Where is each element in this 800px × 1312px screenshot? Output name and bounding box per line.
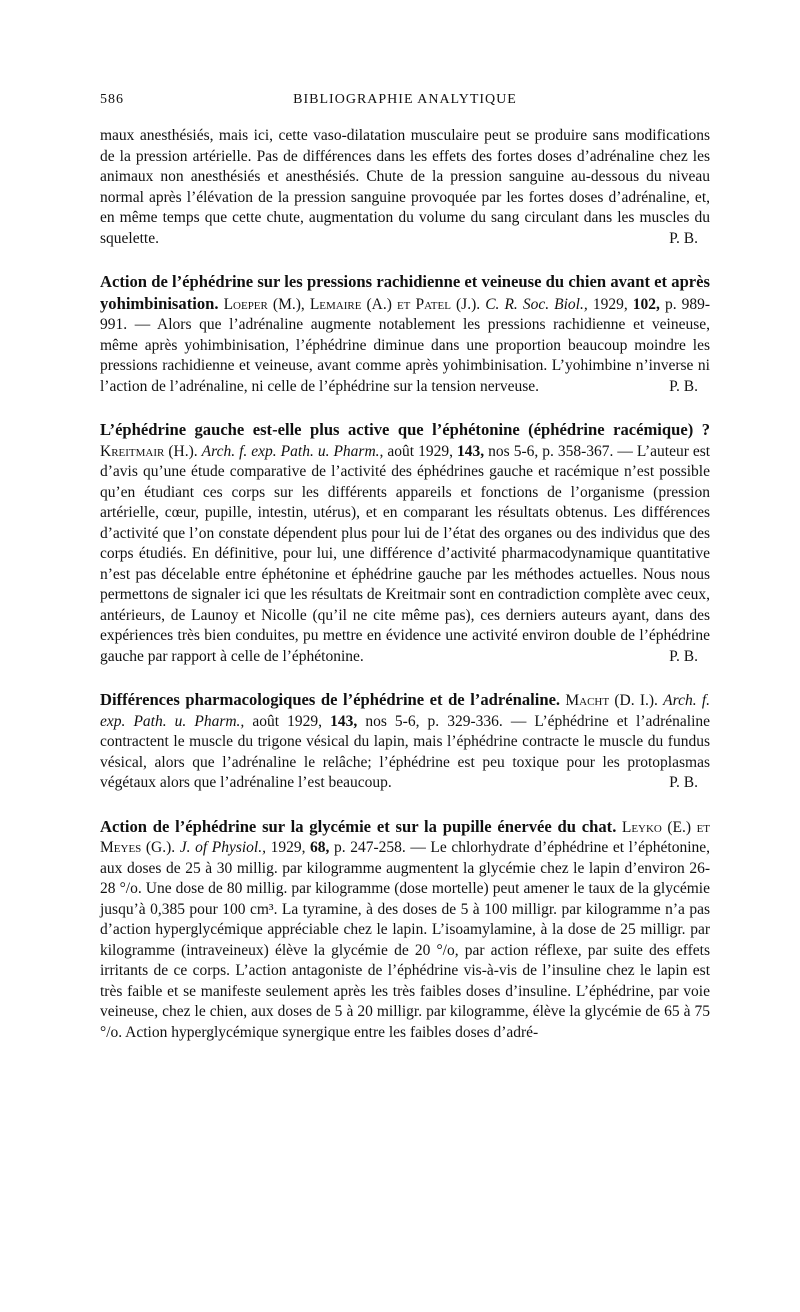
signature: P. B. <box>669 647 698 665</box>
running-head <box>100 92 710 112</box>
bibliography-entry <box>100 272 710 397</box>
entry-body: — L’éphédrine et l’adrénaline contractent le muscle du trigone vésical du lapin, mais l’éphédrine contracte le muscle du fundus vésical, alors que l’adrénaline le relâche; l’éphédrine est peu toxique pour les protoplasmas végétaux alors que l’adrénaline l’est beaucoup. <box>100 712 711 791</box>
entry-year: août 1929, <box>252 712 323 730</box>
entry-journal: C. R. Soc. Biol., <box>485 295 588 313</box>
entry-journal: Arch. f. exp. Path. u. Pharm., <box>201 442 384 460</box>
entry-volume: 68, <box>310 839 330 856</box>
entry-paragraph <box>100 420 710 667</box>
entry-body: — Le chlorhydrate d’éphédrine et l’éphétonine, aux doses de 25 à 30 millig. par kilogramme augmentent la glycémie chez le lapin d’environ 26-28 °/o. Une dose de 80 millig. par kilogramme (dose mortelle) peut amener le taux de la glycémie jusqu’à 0,385 pour 100 cm³. La tyramine, à des doses de 5 à 100 milligr. par kilogramme n’a pas d’action hyperglycémique appréciable chez le lapin. L’isoamylamine, à la dose de 25 milligr. par kilogramme (intraveineux) élève la glycémie de 20 °/o, par action réflexe, par suite des effets irritants de ce corps. L’action antagoniste de l’éphédrine vis-à-vis de l’insuline chez le lapin est très faible et se manifeste seulement après les très faibles doses d’insuline. L’éphédrine, par voie veineuse, chez le chien, aux doses de 5 à 20 milligr. par kilogramme, élève la glycémie de 65 à 75 °/o. Action hyperglycémique synergique entre les faibles doses d’adré- <box>100 839 711 1041</box>
bibliography-entry <box>100 690 710 794</box>
entry-title: Action de l’éphédrine sur les pressions rachidienne et veineuse du chien avant et après yohimbinisation. <box>100 272 710 313</box>
entry-year: août 1929, <box>387 442 453 460</box>
entry-journal: J. of Physiol., <box>179 839 266 856</box>
entry-title: L’éphédrine gauche est-elle plus active que l’éphétonine (éphédrine racémique) ? <box>100 420 710 439</box>
entry-authors: Kreitmair (H.). <box>100 442 198 460</box>
signature: P. B. <box>669 774 698 791</box>
entry-body: — L’auteur est d’avis qu’une étude comparative de l’activité des éphédrines gauche et racémique n’est possible qu’en étudiant ces corps sur les différents appareils et fonctions de l’organisme (pression artérielle, cœur, pupille, intestin, utérus), et en comparant les résultats obtenus. Les différences d’activité que l’on constate dépendent plus pour lui de l’état des organes ou des individus que des corps étudiés. En définitive, pour lui, une différence d’activité pharmacodynamique quantitative n’est pas décelable entre éphétonine et éphédrine gauche par les méthodes actuelles. Nous nous permettons de signaler ici que les résultats de Kreitmair sont en contradiction complète avec ceux, antérieurs, de Launoy et Nicolle (qu’il ne cite même pas), ces derniers auteurs ayant, dans des expériences très bien conduites, pu mettre en évidence une activité environ double de l’éphédrine gauche par rapport à celle de l’éphétonine. <box>100 442 711 665</box>
entry-authors: Macht (D. I.). <box>565 692 658 709</box>
signature: P. B. <box>669 229 698 247</box>
entry-paragraph <box>100 690 710 794</box>
bibliography-entry <box>100 817 710 1044</box>
entry-pages: p. 989-991. <box>100 295 711 333</box>
entry-paragraph <box>100 272 710 397</box>
entry-pages: nos 5-6, p. 329-336. <box>365 712 503 730</box>
entry-authors: Leyko (E.) et Meyes (G.). <box>100 818 711 856</box>
page-body <box>100 126 710 1066</box>
entry-volume: 143, <box>330 712 358 730</box>
entry-title: Différences pharmacologiques de l’éphédrine et de l’adrénaline. <box>100 690 561 709</box>
entry-journal: Arch. f. exp. Path. u. Pharm., <box>100 692 711 730</box>
page-number: 586 <box>100 92 124 107</box>
entry-pages: nos 5-6, p. 358-367. <box>488 442 614 460</box>
entry-authors: Loeper (M.), Lemaire (A.) et Patel (J.). <box>223 295 481 313</box>
running-title: BIBLIOGRAPHIE ANALYTIQUE <box>293 92 517 107</box>
entry-year: 1929, <box>270 839 306 856</box>
entry-volume: 102, <box>632 295 660 313</box>
signature: P. B. <box>669 377 698 395</box>
bibliography-entry <box>100 420 710 667</box>
entry-body: — Alors que l’adrénaline augmente notablement les pressions rachidienne et veineuse, même après yohimbinisation, l’éphédrine diminue dans une proportion beaucoup moindre les pressions rachidienne et veineuse, avant comme après yohimbinisation. L’yohimbine n’inverse ni l’action de l’adrénaline, ni celle de l’éphédrine sur la tension nerveuse. <box>100 316 710 395</box>
entry-volume: 143, <box>457 442 485 460</box>
entry-title: Action de l’éphédrine sur la glycémie et sur la pupille énervée du chat. <box>100 816 617 836</box>
entry-pages: p. 247-258. <box>334 839 406 856</box>
entry-paragraph <box>100 817 710 1044</box>
entry-year: 1929, <box>592 295 628 313</box>
continued-text: maux anesthésiés, mais ici, cette vaso-dilatation musculaire peut se produire sans modifications de la pression artérielle. Pas de différences dans les effets des fortes doses d’adrénaline chez les animaux non anesthésiés et anesthésiés. Chute de la pression sanguine au-dessous du niveau normal après l’élévation de la pression sanguine provoquée par les fortes doses d’adrénaline, et, en même temps que cette chute, augmentation du volume du sang circulant dans les muscles du squelette. <box>100 127 710 247</box>
continued-paragraph <box>100 126 710 249</box>
